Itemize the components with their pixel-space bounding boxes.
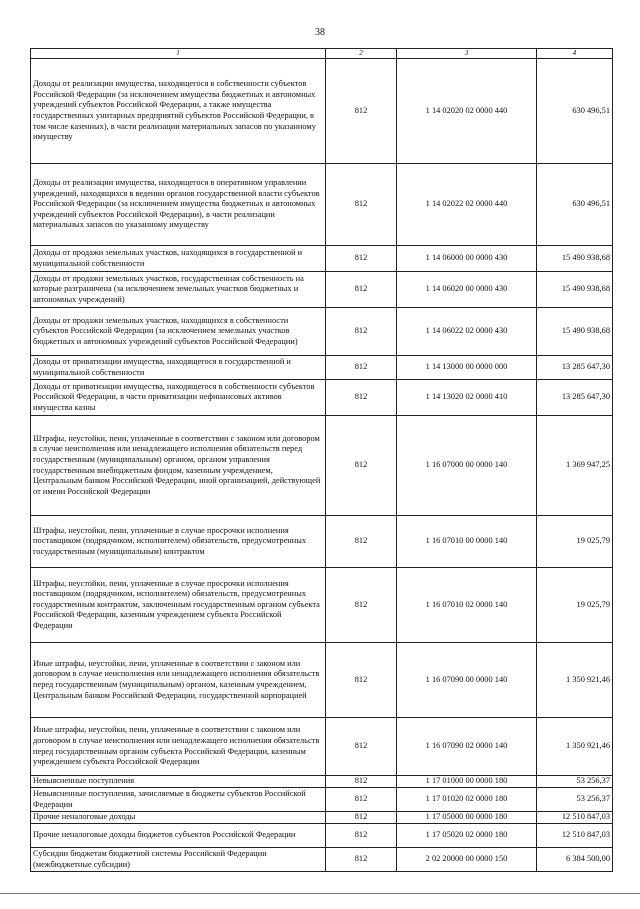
row-description: Иные штрафы, неустойки, пени, уплаченные в соответствии с законом или договором в случае неисполнения или ненадлежащего исполнения обязательств перед государственным (муниципальным) органом, казенным учреждением, Центральным банком Российской Федерации, государственной корпорацией bbox=[31, 643, 326, 718]
row-amount: 1 350 921,46 bbox=[537, 718, 613, 776]
row-admin-code: 812 bbox=[326, 788, 397, 812]
row-amount: 12 510 847,03 bbox=[537, 824, 613, 848]
table-row bbox=[31, 164, 613, 246]
table-header-row bbox=[31, 49, 613, 59]
row-amount: 6 384 500,00 bbox=[537, 848, 613, 872]
row-admin-code: 812 bbox=[326, 272, 397, 308]
row-description: Штрафы, неустойки, пени, уплаченные в случае просрочки исполнения поставщиком (подрядчиком, исполнителем) обязательств, предусмотренных государственным (муниципальным) контрактом bbox=[31, 516, 326, 568]
row-description: Доходы от реализации имущества, находящегося в собственности субъектов Российской Федерации (за исключением имущества бюджетных и автономных учреждений субъектов Российской Федерации, а также имущества государственных унитарных предприятий субъектов Российской Федерации, в том числе казенных), в части реализации материальных запасов по указанному имуществу bbox=[31, 59, 326, 164]
table-row bbox=[31, 246, 613, 272]
row-description: Штрафы, неустойки, пени, уплаченные в случае просрочки исполнения поставщиком (подрядчиком, исполнителем) обязательств, предусмотренных государственным контрактом, заключенным государственным органом субъекта Российской Федерации, казенным учреждением субъекта Российской Федерации bbox=[31, 568, 326, 643]
table-row bbox=[31, 356, 613, 380]
page-number: 38 bbox=[315, 27, 325, 38]
row-amount: 15 490 938,68 bbox=[537, 272, 613, 308]
row-description: Прочие неналоговые доходы bbox=[31, 812, 326, 824]
row-description: Иные штрафы, неустойки, пени, уплаченные в соответствии с законом или договором в случае неисполнения или ненадлежащего исполнения обязательств перед государственным органом субъекта Российской Федерации, казенным учреждением субъекта Российской Федерации bbox=[31, 718, 326, 776]
row-admin-code: 812 bbox=[326, 246, 397, 272]
row-admin-code: 812 bbox=[326, 848, 397, 872]
row-description: Невыясненные поступления, зачисляемые в бюджеты субъектов Российской Федерации bbox=[31, 788, 326, 812]
table-row bbox=[31, 848, 613, 872]
row-description: Доходы от реализации имущества, находящегося в оперативном управлении учреждений, находящихся в ведении органов государственной власти субъектов Российской Федерации (за исключением имущества бюджетных и автономных учреждений субъектов Российской Федерации), в части реализации материальных запасов по указанному имуществу bbox=[31, 164, 326, 246]
row-budget-code: 1 16 07010 02 0000 140 bbox=[397, 568, 537, 643]
row-budget-code: 1 16 07000 00 0000 140 bbox=[397, 416, 537, 516]
row-amount: 53 256,37 bbox=[537, 776, 613, 788]
column-header-4: 4 bbox=[537, 49, 613, 59]
row-description: Субсидии бюджетам бюджетной системы Российской Федерации (межбюджетные субсидии) bbox=[31, 848, 326, 872]
row-description: Доходы от приватизации имущества, находящегося в государственной и муниципальной собственности bbox=[31, 356, 326, 380]
row-budget-code: 1 17 01020 02 0000 180 bbox=[397, 788, 537, 812]
table-row bbox=[31, 380, 613, 416]
column-header-1: 1 bbox=[31, 49, 326, 59]
table-row bbox=[31, 718, 613, 776]
row-description: Доходы от продажи земельных участков, находящихся в собственности субъектов Российской Федерации (за исключением земельных участков бюджетных и автономных учреждений субъектов Российской Федерации) bbox=[31, 308, 326, 356]
table-row bbox=[31, 516, 613, 568]
row-admin-code: 812 bbox=[326, 308, 397, 356]
row-admin-code: 812 bbox=[326, 812, 397, 824]
table-row bbox=[31, 812, 613, 824]
row-description: Доходы от продажи земельных участков, находящихся в государственной и муниципальной собственности bbox=[31, 246, 326, 272]
row-amount: 630 496,51 bbox=[537, 59, 613, 164]
row-admin-code: 812 bbox=[326, 164, 397, 246]
table-row bbox=[31, 416, 613, 516]
row-budget-code: 1 14 06022 02 0000 430 bbox=[397, 308, 537, 356]
row-budget-code: 1 14 06020 00 0000 430 bbox=[397, 272, 537, 308]
table-row bbox=[31, 824, 613, 848]
page-bottom-rule bbox=[0, 893, 640, 894]
row-budget-code: 1 16 07090 00 0000 140 bbox=[397, 643, 537, 718]
row-budget-code: 1 14 13000 00 0000 000 bbox=[397, 356, 537, 380]
row-admin-code: 812 bbox=[326, 643, 397, 718]
row-admin-code: 812 bbox=[326, 516, 397, 568]
row-budget-code: 1 14 06000 00 0000 430 bbox=[397, 246, 537, 272]
row-admin-code: 812 bbox=[326, 380, 397, 416]
row-amount: 1 350 921,46 bbox=[537, 643, 613, 718]
row-amount: 19 025,79 bbox=[537, 516, 613, 568]
row-amount: 12 510 847,03 bbox=[537, 812, 613, 824]
row-admin-code: 812 bbox=[326, 776, 397, 788]
row-amount: 53 256,37 bbox=[537, 788, 613, 812]
row-description: Доходы от продажи земельных участков, государственная собственность на которые разграничена (за исключением земельных участков бюджетных и автономных учреждений) bbox=[31, 272, 326, 308]
row-budget-code: 1 14 02022 02 0000 440 bbox=[397, 164, 537, 246]
row-admin-code: 812 bbox=[326, 356, 397, 380]
row-budget-code: 1 14 02020 02 0000 440 bbox=[397, 59, 537, 164]
row-budget-code: 1 16 07090 02 0000 140 bbox=[397, 718, 537, 776]
table-row bbox=[31, 776, 613, 788]
row-admin-code: 812 bbox=[326, 59, 397, 164]
row-amount: 630 496,51 bbox=[537, 164, 613, 246]
budget-revenue-table bbox=[30, 48, 613, 872]
table-row bbox=[31, 308, 613, 356]
row-budget-code: 1 16 07010 00 0000 140 bbox=[397, 516, 537, 568]
row-amount: 13 285 647,30 bbox=[537, 356, 613, 380]
row-admin-code: 812 bbox=[326, 718, 397, 776]
table-row bbox=[31, 272, 613, 308]
row-admin-code: 812 bbox=[326, 568, 397, 643]
row-description: Прочие неналоговые доходы бюджетов субъектов Российской Федерации bbox=[31, 824, 326, 848]
row-admin-code: 812 bbox=[326, 824, 397, 848]
row-amount: 13 285 647,30 bbox=[537, 380, 613, 416]
table-row bbox=[31, 568, 613, 643]
table-row bbox=[31, 643, 613, 718]
column-header-2: 2 bbox=[326, 49, 397, 59]
table-row bbox=[31, 788, 613, 812]
row-budget-code: 1 17 05000 00 0000 180 bbox=[397, 812, 537, 824]
row-budget-code: 1 17 01000 00 0000 180 bbox=[397, 776, 537, 788]
row-budget-code: 1 14 13020 02 0000 410 bbox=[397, 380, 537, 416]
row-budget-code: 2 02 20000 00 0000 150 bbox=[397, 848, 537, 872]
row-amount: 15 490 938,68 bbox=[537, 308, 613, 356]
row-amount: 15 490 938,68 bbox=[537, 246, 613, 272]
column-header-3: 3 bbox=[397, 49, 537, 59]
row-description: Штрафы, неустойки, пени, уплаченные в соответствии с законом или договором в случае неисполнения или ненадлежащего исполнения обязательств перед государственным (муниципальным) органом, органом управления государственным внебюджетным фондом, казенным учреждением, Центральным банком Российской Федерации, иной организацией, действующей от имени Российской Федерации bbox=[31, 416, 326, 516]
row-budget-code: 1 17 05020 02 0000 180 bbox=[397, 824, 537, 848]
table-row bbox=[31, 59, 613, 164]
row-amount: 19 025,79 bbox=[537, 568, 613, 643]
row-amount: 1 369 947,25 bbox=[537, 416, 613, 516]
row-description: Доходы от приватизации имущества, находящегося в собственности субъектов Российской Федерации, в части приватизации нефинансовых активов имущества казны bbox=[31, 380, 326, 416]
row-description: Невыясненные поступления bbox=[31, 776, 326, 788]
row-admin-code: 812 bbox=[326, 416, 397, 516]
